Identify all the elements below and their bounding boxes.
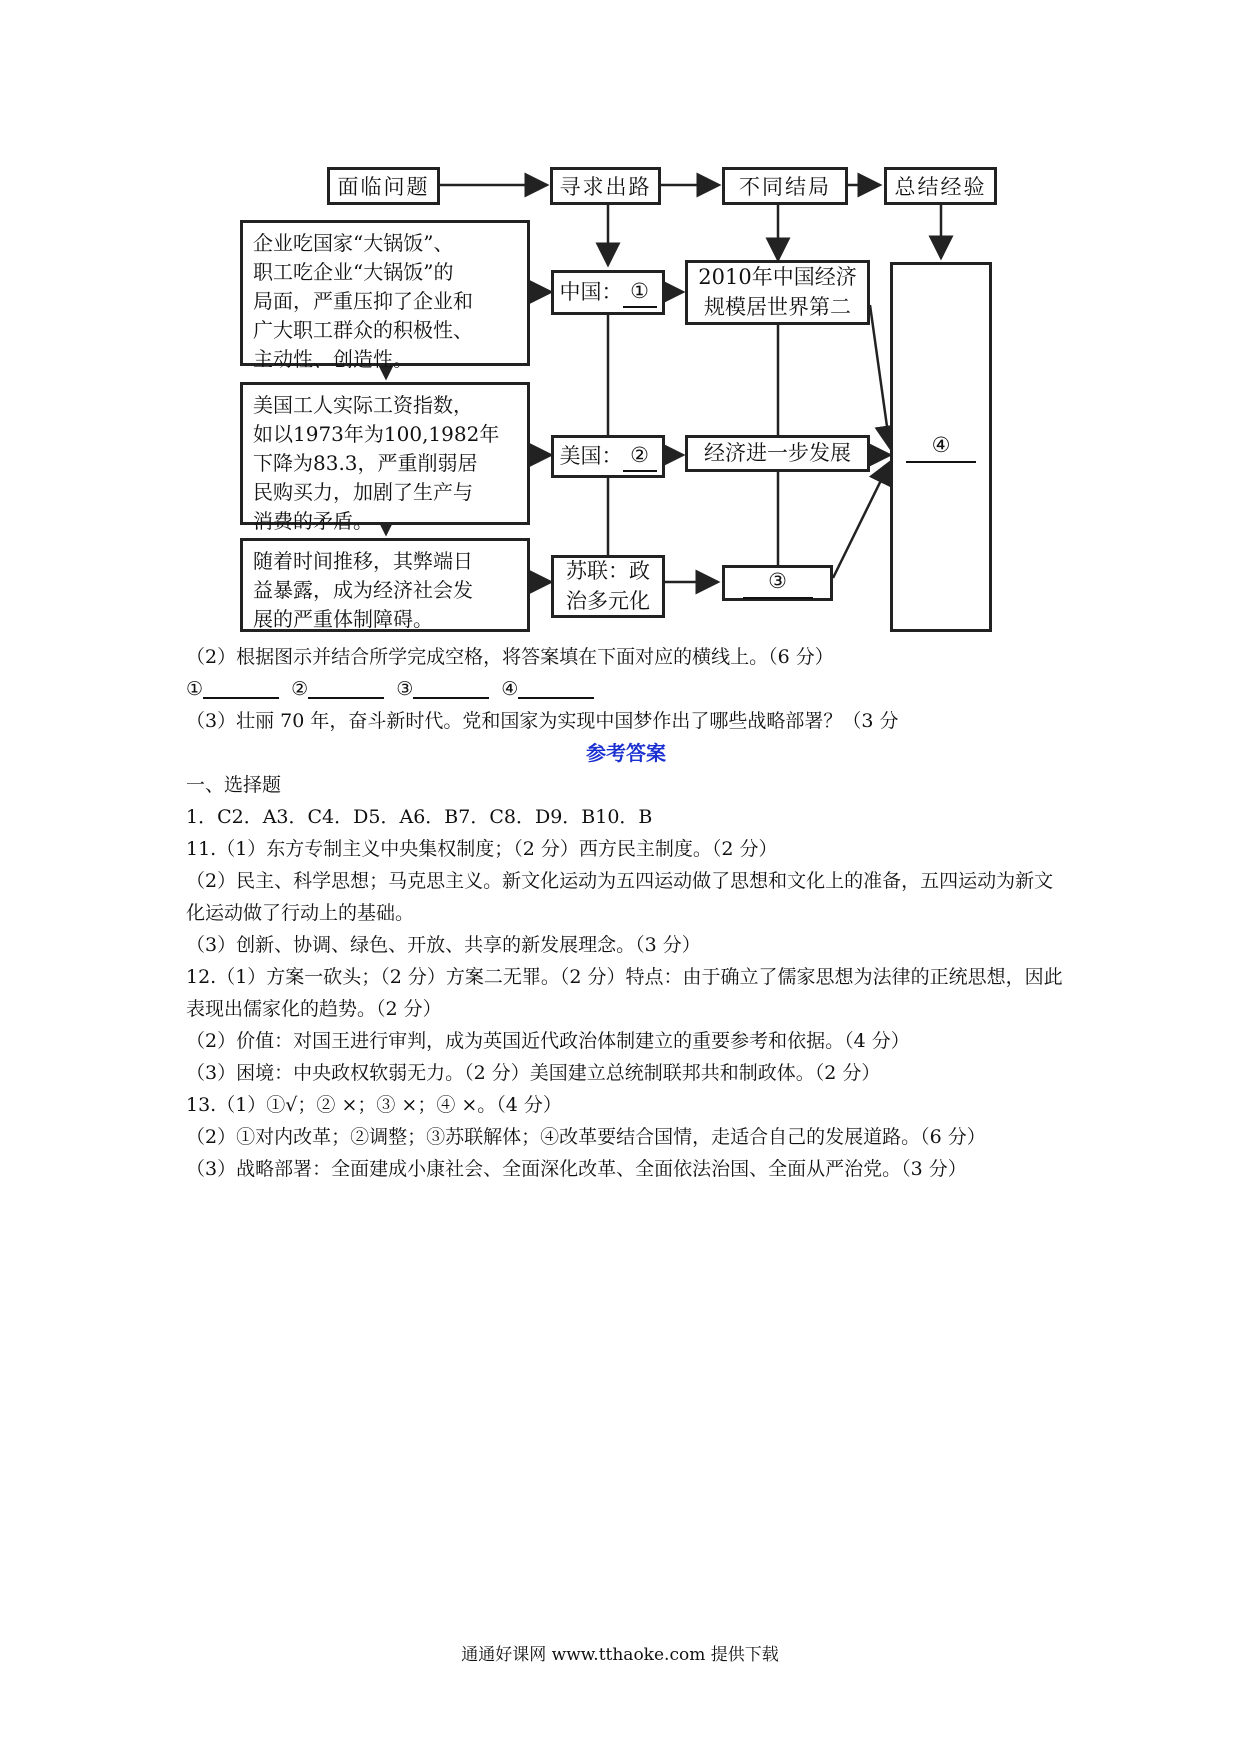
solution-usa-prefix: 美国： — [559, 443, 623, 468]
blank-label-1: ① — [186, 678, 204, 700]
answer-line: 12.（1）方案一砍头；（2 分）方案二无罪。（2 分）特点：由于确立了儒家思想为法律的正统思想，因此表现出儒家化的趋势。（2 分） — [186, 966, 1063, 1020]
solution-usa-blank: ② — [623, 441, 657, 472]
question-3: （3）壮丽 70 年，奋斗新时代。党和国家为实现中国梦作出了哪些战略部署？（3 分 — [186, 710, 899, 732]
problem-usa: 美国工人实际工资指数， 如以1973年为100,1982年 下降为83.3，严重削弱居 民购买力，加剧了生产与 消费的矛盾。 — [240, 382, 530, 525]
blank-label-4: ④ — [501, 678, 519, 700]
answer-line: （3）困境：中央政权软弱无力。（2 分）美国建立总统制联邦共和制政体。（2 分） — [186, 1062, 881, 1084]
blank-line-3 — [413, 675, 489, 699]
answer-line: （3）创新、协调、绿色、开放、共享的新发展理念。（3 分） — [186, 934, 701, 956]
blank-line-2 — [308, 675, 384, 699]
outcome-china: 2010年中国经济 规模居世界第二 — [685, 260, 870, 325]
blank-row — [186, 673, 1066, 705]
outcome-ussr-blank: ③ — [743, 567, 813, 598]
solution-china-prefix: 中国： — [559, 279, 623, 304]
flow-diagram — [0, 0, 1240, 650]
problem-china: 企业吃国家“大锅饭”、 职工吃企业“大锅饭”的 局面，严重压抑了企业和 广大职工群众的积极性、 主动性、创造性。 — [240, 220, 530, 366]
answer-line: 1．C2．A3．C4．D5．A6．B7．C8．D9．B10．B — [186, 806, 653, 828]
problem-ussr: 随着时间推移，其弊端日 益暴露，成为经济社会发 展的严重体制障碍。 — [240, 538, 530, 632]
questions — [186, 641, 1066, 1185]
answer-line: （3）战略部署：全面建成小康社会、全面深化改革、全面依法治国、全面从严治党。（3 分） — [186, 1158, 967, 1180]
answer-line: 一、选择题 — [186, 774, 282, 796]
blank-label-3: ③ — [396, 678, 414, 700]
summary-blank: ④ — [906, 431, 976, 462]
solution-ussr: 苏联：政 治多元化 — [551, 555, 665, 618]
header-problems: 面临问题 — [327, 167, 440, 205]
summary-box — [890, 262, 992, 632]
answers-title: 参考答案 — [586, 741, 666, 765]
header-summary: 总结经验 — [884, 167, 997, 205]
answer-line: （2）民主、科学思想；马克思主义。新文化运动为五四运动做了思想和文化上的准备，五四运动为新文化运动做了行动上的基础。 — [186, 870, 1054, 924]
blank-line-1 — [203, 675, 279, 699]
outcome-ussr — [722, 565, 833, 601]
answer-line: 13.（1）①√；② ×；③ ×；④ ×。（4 分） — [186, 1094, 562, 1116]
solution-china — [551, 270, 665, 315]
header-solutions: 寻求出路 — [550, 167, 661, 205]
blank-line-4 — [518, 675, 594, 699]
answer-line: 11.（1）东方专制主义中央集权制度；（2 分）西方民主制度。（2 分） — [186, 838, 778, 860]
blank-label-2: ② — [291, 678, 309, 700]
footer: 通通好课网 www.tthaoke.com 提供下载 — [461, 1645, 779, 1665]
solution-usa — [551, 435, 665, 478]
diagram-connectors — [0, 0, 1240, 650]
question-2: （2）根据图示并结合所学完成空格，将答案填在下面对应的横线上。（6 分） — [186, 646, 834, 668]
answer-line: （2）价值：对国王进行审判，成为英国近代政治体制建立的重要参考和依据。（4 分） — [186, 1030, 910, 1052]
answer-line: （2）①对内改革；②调整；③苏联解体；④改革要结合国情，走适合自己的发展道路。（6 分） — [186, 1126, 986, 1148]
solution-china-blank: ① — [623, 277, 657, 308]
header-outcomes: 不同结局 — [722, 167, 848, 205]
outcome-usa: 经济进一步发展 — [685, 435, 870, 472]
